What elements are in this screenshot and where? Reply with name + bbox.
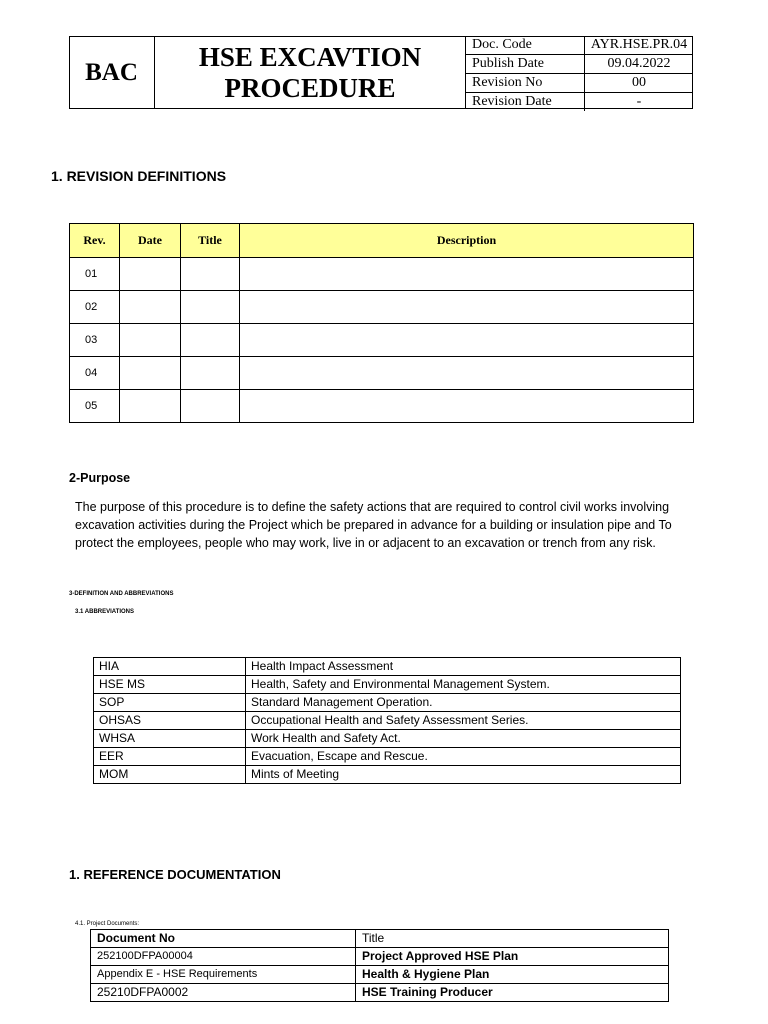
references-heading: 1. REFERENCE DOCUMENTATION — [69, 867, 281, 882]
rev-number: 03 — [70, 324, 120, 357]
abbr-cell: HIA — [94, 658, 246, 676]
meaning-cell: Health Impact Assessment — [246, 658, 681, 676]
document-number: 25210DFPA0002 — [91, 984, 356, 1002]
rev-date — [120, 357, 181, 390]
table-row — [91, 948, 669, 966]
meaning-cell: Occupational Health and Safety Assessment Series. — [246, 712, 681, 730]
revision-header-row — [70, 224, 694, 258]
table-row — [94, 676, 681, 694]
rev-description — [240, 324, 694, 357]
table-row — [94, 694, 681, 712]
table-row — [70, 258, 694, 291]
abbr-cell: OHSAS — [94, 712, 246, 730]
table-row — [91, 984, 669, 1002]
meta-key: Revision No — [466, 74, 585, 93]
meta-key: Revision Date — [472, 94, 552, 109]
rev-title — [181, 390, 240, 423]
project-documents-subheading: 4.1. Project Documents: — [75, 921, 140, 927]
column-header: Date — [120, 224, 181, 258]
table-row — [94, 766, 681, 784]
document-title-cell: HSE Training Producer — [356, 984, 669, 1002]
rev-number: 05 — [70, 390, 120, 423]
column-header: Title — [181, 224, 240, 258]
abbr-cell: SOP — [94, 694, 246, 712]
revision-table — [69, 223, 694, 423]
document-title-cell: Project Approved HSE Plan — [356, 948, 669, 966]
column-header: Description — [240, 224, 694, 258]
meta-value: 09.04.2022 — [585, 55, 694, 74]
rev-date — [120, 291, 181, 324]
document-meta — [466, 36, 693, 109]
meta-value: - — [585, 93, 694, 112]
purpose-heading: 2-Purpose — [69, 471, 131, 485]
document-title-line-1: HSE EXCAVTION — [198, 41, 422, 72]
meta-value: 00 — [585, 74, 694, 93]
table-row — [94, 730, 681, 748]
column-header: Rev. — [70, 224, 120, 258]
rev-number: 02 — [70, 291, 120, 324]
table-row — [70, 324, 694, 357]
rev-date — [120, 324, 181, 357]
rev-title — [181, 258, 240, 291]
definitions-heading: 3-DEFINITION AND ABBREVIATIONS — [69, 591, 174, 597]
document-title — [155, 36, 466, 109]
rev-date — [120, 258, 181, 291]
abbreviations-table — [93, 657, 681, 784]
references-header-row — [91, 930, 669, 948]
revision-heading: 1. REVISION DEFINITIONS — [51, 168, 227, 184]
rev-description — [240, 258, 694, 291]
rev-description — [240, 390, 694, 423]
references-table — [90, 929, 669, 1002]
meaning-cell: Standard Management Operation. — [246, 694, 681, 712]
company-name: BAC — [69, 36, 155, 109]
meta-key: Publish Date — [466, 55, 585, 74]
meta-key: Doc. Code — [466, 36, 585, 55]
meta-row — [466, 74, 693, 93]
meta-value: AYR.HSE.PR.04 — [585, 36, 694, 55]
document-title-cell: Health & Hygiene Plan — [356, 966, 669, 984]
meaning-cell: Evacuation, Escape and Rescue. — [246, 748, 681, 766]
document-title-line-2: PROCEDURE — [224, 72, 396, 103]
rev-description — [240, 357, 694, 390]
purpose-text: The purpose of this procedure is to define the safety actions that are required to control civil works involving excavation activities during the Project which be prepared in advance for a building or insulation pipe and To protect the employees, people who may work, live in or adjacent to an excavation or trench from any risk. — [75, 500, 672, 550]
abbr-cell: MOM — [94, 766, 246, 784]
column-header: Document No — [91, 930, 356, 948]
table-row — [91, 966, 669, 984]
meta-row — [466, 36, 693, 55]
rev-title — [181, 357, 240, 390]
rev-title — [181, 324, 240, 357]
rev-title — [181, 291, 240, 324]
table-row — [94, 712, 681, 730]
rev-description — [240, 291, 694, 324]
meaning-cell: Health, Safety and Environmental Management System. — [246, 676, 681, 694]
table-row — [70, 390, 694, 423]
table-row — [94, 658, 681, 676]
rev-number: 04 — [70, 357, 120, 390]
abbreviations-subheading: 3.1 ABBREVIATIONS — [75, 609, 135, 615]
abbr-cell: WHSA — [94, 730, 246, 748]
table-row — [70, 291, 694, 324]
table-row — [94, 748, 681, 766]
abbr-cell: HSE MS — [94, 676, 246, 694]
table-row — [70, 357, 694, 390]
rev-date — [120, 390, 181, 423]
document-number: Appendix E - HSE Requirements — [91, 966, 356, 984]
meaning-cell: Work Health and Safety Act. — [246, 730, 681, 748]
meta-row — [466, 93, 693, 112]
meta-row — [466, 55, 693, 74]
meaning-cell: Mints of Meeting — [246, 766, 681, 784]
abbr-cell: EER — [94, 748, 246, 766]
document-number: 252100DFPA00004 — [91, 948, 356, 966]
column-header: Title — [356, 930, 669, 948]
rev-number: 01 — [70, 258, 120, 291]
